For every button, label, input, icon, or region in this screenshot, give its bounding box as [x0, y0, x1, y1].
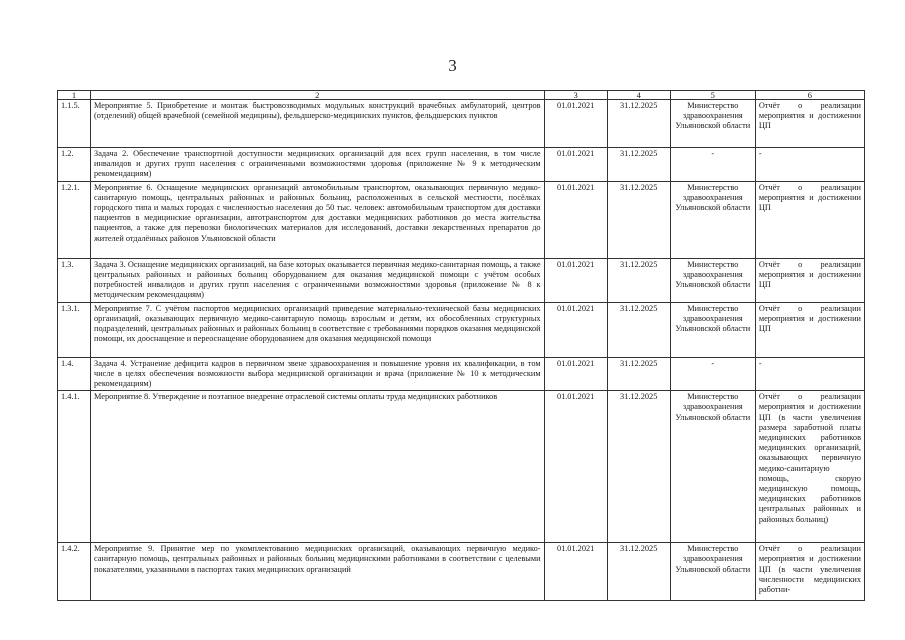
- row-result: -: [755, 357, 864, 391]
- action-plan-table: [57, 90, 865, 601]
- row-end-date: 31.12.2025: [607, 148, 670, 182]
- row-number: 1.3.: [58, 258, 91, 302]
- row-end-date: 31.12.2025: [607, 181, 670, 258]
- row-result: Отчёт о реализации мероприятия и достижении ЦП: [755, 258, 864, 302]
- row-executor: Министерство здравоохранения Ульяновской области: [670, 391, 755, 543]
- row-end-date: 31.12.2025: [607, 302, 670, 357]
- row-number: 1.2.1.: [58, 181, 91, 258]
- table-row: [58, 148, 865, 182]
- row-result: -: [755, 148, 864, 182]
- row-text: Мероприятие 5. Приобретение и монтаж быстровозводимых модульных конструкций врачебных амбулаторий, центров (отделений) общей врачебной (семейной медицины), фельдшерско-медицинских пунктов, фельдшерских пунктов: [91, 100, 545, 148]
- row-number: 1.4.1.: [58, 391, 91, 543]
- table-header: [58, 91, 865, 100]
- row-start-date: 01.01.2021: [544, 258, 607, 302]
- row-end-date: 31.12.2025: [607, 258, 670, 302]
- row-text: Задача 4. Устранение дефицита кадров в первичном звене здравоохранения и повышение уровня их квалификации, в том числе в целях обеспечения возможности выбора медицинской организации и врача (приложение № 10 к методическим рекомендациям): [91, 357, 545, 391]
- row-end-date: 31.12.2025: [607, 357, 670, 391]
- row-text: Мероприятие 6. Оснащение медицинских организаций автомобильным транспортом, оказывающих первичную медико-санитарную помощь, центральных районных и районных больниц, расположенных в сельской местности, посёлках городского типа и малых городах с численностью населения до 50 тыс. человек: автомобильным транспортом для доставки пациентов в медицинские организации, автотранспортом для доставки медицинских работников до места жительства пациентов, а также для перевозки биологических материалов для исследований, доставки лекарственных препаратов до жителей отдалённых районов Ульяновской области: [91, 181, 545, 258]
- row-result: Отчёт о реализации мероприятия и достижении ЦП: [755, 302, 864, 357]
- row-start-date: 01.01.2021: [544, 357, 607, 391]
- row-number: 1.3.1.: [58, 302, 91, 357]
- table-row: [58, 100, 865, 148]
- row-number: 1.4.2.: [58, 543, 91, 601]
- table-row: [58, 181, 865, 258]
- row-executor: -: [670, 148, 755, 182]
- row-executor: -: [670, 357, 755, 391]
- row-start-date: 01.01.2021: [544, 181, 607, 258]
- row-end-date: 31.12.2025: [607, 100, 670, 148]
- row-result: Отчёт о реализации мероприятия и достижении ЦП: [755, 181, 864, 258]
- header-col-5: 5: [670, 91, 755, 100]
- header-col-6: 6: [755, 91, 864, 100]
- row-text: Мероприятие 7. С учётом паспортов медицинских организаций приведение материально-технической базы медицинских организаций, оказывающих первичную медико-санитарную помощь взрослым и детям, их обособленных структурных подразделений, центральных районных и районных больниц в соответствие с требованиями порядков оказания медицинской помощи, их дооснащение и переоснащение оборудованием для оказания медицинской помощи: [91, 302, 545, 357]
- header-col-2: 2: [91, 91, 545, 100]
- table-row: [58, 302, 865, 357]
- row-end-date: 31.12.2025: [607, 543, 670, 601]
- table-row: [58, 543, 865, 601]
- row-executor: Министерство здравоохранения Ульяновской области: [670, 302, 755, 357]
- row-result: Отчёт о реализации мероприятия и достижении ЦП (в части увеличения численности медицинских работни-: [755, 543, 864, 601]
- row-text: Задача 3. Оснащение медицинских организаций, на базе которых оказывается первичная медико-санитарная помощь, а также центральных районных и районных больниц оборудованием для оказания медицинской помощи с учётом особых потребностей инвалидов и других групп населения с ограниченными возможностями здоровья (приложение № 8 к методическим рекомендациям): [91, 258, 545, 302]
- row-text: Мероприятие 9. Принятие мер по укомплектованию медицинских организаций, оказывающих первичную медико-санитарную помощь, центральных районных и районных больниц медицинскими работниками в соответствии с целевыми показателями, указанными в паспортах таких медицинских организаций: [91, 543, 545, 601]
- row-executor: Министерство здравоохранения Ульяновской области: [670, 258, 755, 302]
- header-col-1: 1: [58, 91, 91, 100]
- row-start-date: 01.01.2021: [544, 391, 607, 543]
- row-end-date: 31.12.2025: [607, 391, 670, 543]
- row-result: Отчёт о реализации мероприятия и достижении ЦП: [755, 100, 864, 148]
- row-number: 1.1.5.: [58, 100, 91, 148]
- row-executor: Министерство здравоохранения Ульяновской области: [670, 100, 755, 148]
- row-text: Мероприятие 8. Утверждение и поэтапное внедрение отраслевой системы оплаты труда медицинских работников: [91, 391, 545, 543]
- table-row: [58, 391, 865, 543]
- row-start-date: 01.01.2021: [544, 543, 607, 601]
- row-executor: Министерство здравоохранения Ульяновской области: [670, 543, 755, 601]
- header-col-4: 4: [607, 91, 670, 100]
- row-number: 1.2.: [58, 148, 91, 182]
- table-row: [58, 258, 865, 302]
- row-text: Задача 2. Обеспечение транспортной доступности медицинских организаций для всех групп населения, в том числе инвалидов и других групп населения с ограниченными возможностями здоровья (приложение № 9 к методическим рекомендациям): [91, 148, 545, 182]
- header-col-3: 3: [544, 91, 607, 100]
- row-number: 1.4.: [58, 357, 91, 391]
- row-start-date: 01.01.2021: [544, 100, 607, 148]
- row-result: Отчёт о реализации мероприятия и достижении ЦП (в части увеличения размера заработной платы медицинских работников медицинских организаций, оказывающих первичную медико-санитарную помощь, скорую медицинскую помощь, медицинских работников центральных районных и районных больниц): [755, 391, 864, 543]
- row-executor: Министерство здравоохранения Ульяновской области: [670, 181, 755, 258]
- row-start-date: 01.01.2021: [544, 302, 607, 357]
- page-number: 3: [448, 56, 457, 75]
- row-start-date: 01.01.2021: [544, 148, 607, 182]
- table-row: [58, 357, 865, 391]
